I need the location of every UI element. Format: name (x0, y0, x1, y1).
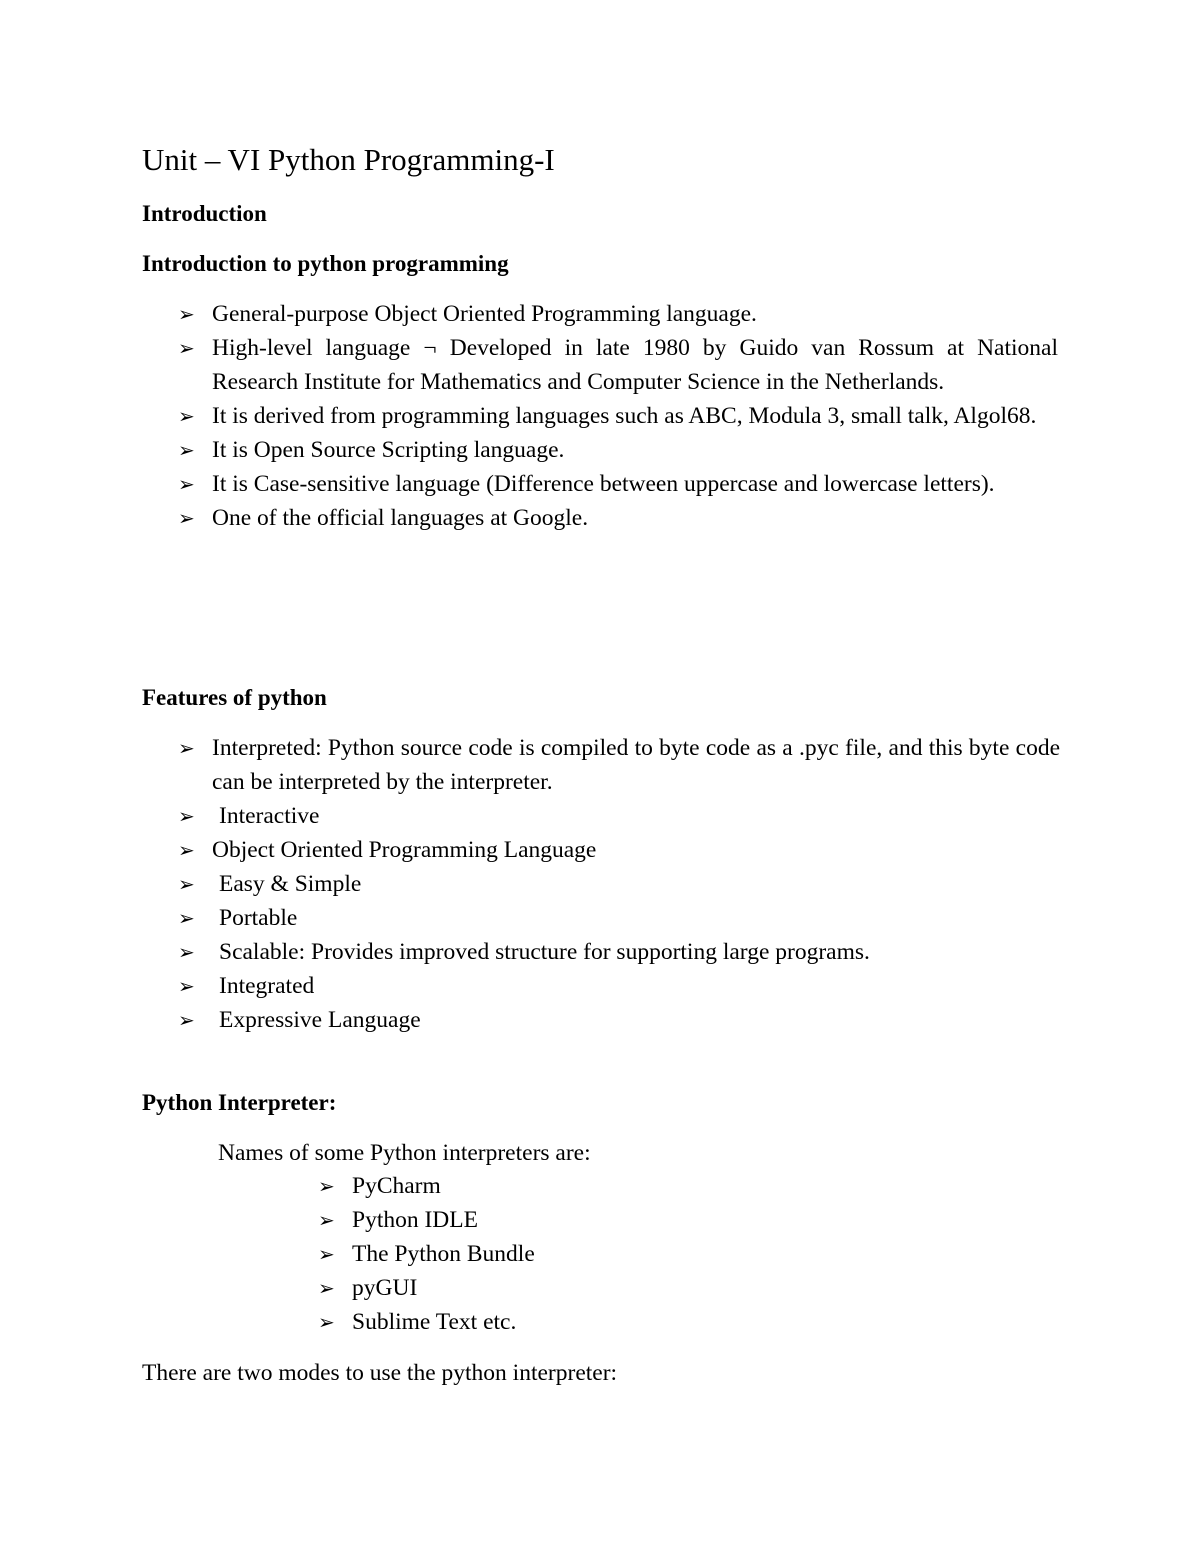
closing-line: There are two modes to use the python interpreter: (142, 1360, 618, 1386)
list-item: ➢ It is derived from programming languages such as ABC, Modula 3, small talk, Algol68. (178, 399, 1058, 433)
list-item: ➢ Scalable: Provides improved structure for supporting large programs. (178, 935, 1060, 969)
arrow-bullet-icon: ➢ (178, 838, 195, 862)
list-item: ➢ Python IDLE (318, 1203, 918, 1237)
arrow-bullet-icon: ➢ (318, 1276, 335, 1300)
arrow-bullet-icon: ➢ (178, 872, 195, 896)
list-item: ➢ Interpreted: Python source code is compiled to byte code as a .pyc file, and this byte code can be interpreted by the interpreter. (178, 731, 1060, 799)
list-item: ➢ The Python Bundle (318, 1237, 918, 1271)
arrow-bullet-icon: ➢ (318, 1242, 335, 1266)
heading-features-of-python: Features of python (142, 685, 327, 710)
heading-introduction: Introduction (142, 201, 267, 226)
arrow-bullet-icon: ➢ (178, 404, 195, 428)
arrow-bullet-icon: ➢ (178, 302, 195, 326)
arrow-bullet-icon: ➢ (178, 1008, 195, 1032)
arrow-bullet-icon: ➢ (178, 506, 195, 530)
list-item: ➢ One of the official languages at Google. (178, 501, 1058, 535)
list-item: ➢ Easy & Simple (178, 867, 1060, 901)
arrow-bullet-icon: ➢ (318, 1310, 335, 1334)
list-item: ➢ High-level language ¬ Developed in late 1980 by Guido van Rossum at National Research Institute for Mathematics and Computer Science in the Netherlands. (178, 331, 1058, 399)
arrow-bullet-icon: ➢ (178, 906, 195, 930)
arrow-bullet-icon: ➢ (178, 336, 195, 360)
arrow-bullet-icon: ➢ (178, 736, 195, 760)
list-item: ➢ Object Oriented Programming Language (178, 833, 1060, 867)
interpreters-bullet-list (318, 1169, 918, 1339)
arrow-bullet-icon: ➢ (178, 940, 195, 964)
interpreters-intro-text: Names of some Python interpreters are: (218, 1140, 591, 1166)
list-item: ➢ Expressive Language (178, 1003, 1060, 1037)
page-title: Unit – VI Python Programming-I (142, 142, 555, 177)
arrow-bullet-icon: ➢ (318, 1208, 335, 1232)
arrow-bullet-icon: ➢ (178, 804, 195, 828)
heading-intro-python-programming: Introduction to python programming (142, 251, 509, 276)
intro-bullet-list (178, 297, 1058, 535)
list-item: ➢ It is Open Source Scripting language. (178, 433, 1058, 467)
features-bullet-list (178, 731, 1060, 1037)
list-item: ➢ pyGUI (318, 1271, 918, 1305)
list-item: ➢ Sublime Text etc. (318, 1305, 918, 1339)
list-item: ➢ Interactive (178, 799, 1060, 833)
arrow-bullet-icon: ➢ (178, 438, 195, 462)
list-item: ➢ PyCharm (318, 1169, 918, 1203)
arrow-bullet-icon: ➢ (178, 974, 195, 998)
list-item: ➢ It is Case-sensitive language (Difference between uppercase and lowercase letters). (178, 467, 1058, 501)
heading-python-interpreter: Python Interpreter: (142, 1090, 337, 1115)
arrow-bullet-icon: ➢ (178, 472, 195, 496)
list-item: ➢ Integrated (178, 969, 1060, 1003)
list-item: ➢ Portable (178, 901, 1060, 935)
arrow-bullet-icon: ➢ (318, 1174, 335, 1198)
list-item: ➢ General-purpose Object Oriented Programming language. (178, 297, 1058, 331)
